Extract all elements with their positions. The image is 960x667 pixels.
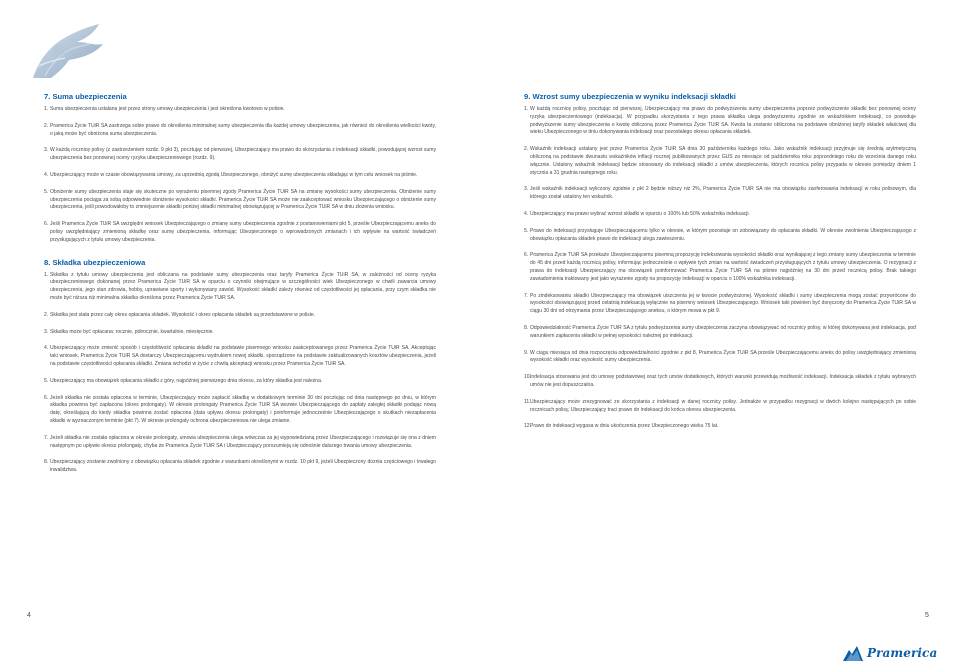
item-number: 2. — [44, 311, 49, 318]
list-item — [44, 123, 436, 139]
page-number-left: 4 — [27, 612, 31, 619]
item-number: 12. — [524, 423, 532, 430]
list-item — [524, 293, 916, 316]
list-item — [44, 395, 436, 426]
list-item — [44, 329, 436, 337]
item-number: 4. — [524, 210, 529, 217]
item-text: Jeśli wskaźnik indeksacji wyliczony zgodnie z pkt 2 będzie niższy niż 2%, Pramerica Życie TUiR SA nie ma obowiązku zaoferowania indeksacji w roku polisowym, dla którego został ustalony ten wskaźnik. — [530, 186, 916, 201]
list-item — [524, 146, 916, 177]
item-number: 1. — [524, 106, 529, 112]
item-number: 6. — [524, 252, 529, 259]
item-text: Jeżeli składka nie została opłacona w terminie, Ubezpieczający może zapłacić składkę w dodatkowym terminie 30 dni pocztując od dnia następnego po dniu, w którym składka powinna być zapłacona (okres prolongaty). W okresie prolongaty Pramerica Życie TUiR SA wezwie Ubezpieczającego do zapłaty zaległej składki podając nową datę, określającą do kiedy składka powinna zostać opłacona (data upływu okresu prolongaty) i poinformuje jednocześnie Ubezpieczającego o skutkach niezapłacenia składki w wyznaczonym terminie (pkt 7). W okresie prolongaty ochrona ubezpieczeniowa nie ulega zmianie. — [50, 394, 436, 424]
item-text: Składka może być opłacana: rocznie, półrocznie, kwartalnie, miesięcznie. — [50, 328, 214, 335]
item-text: W każdą rocznicę polisy, pocztując od pierwszej, Ubezpieczający ma prawo do podwyższenia sumy ubezpieczenia poprzez podwyższenie składki bez ponownej oceny ryzyka ubezpieczeniowego (indeksacja). W przypadku skorzystania z tego prawa składka ulega podwyższeniu zgodnie ze wskaźnikiem indeksacji, co powoduje podwyższenie sumy ubezpieczenia o kwotę obliczoną przez Pramerica Życie TUiR SA. Kwota ta zostanie obliczona na podstawie obniżonej taryfy składek właściwej dla wieku Ubezpieczonego w dniu dokonywania indeksacji oraz pozostałego okresu opłacania składek. — [530, 106, 916, 136]
item-number: 5. — [44, 188, 49, 195]
list-item — [524, 399, 916, 415]
list-item — [524, 106, 916, 137]
item-text: Indeksacja stosowana jest do umowy podstawowej oraz tych umów dodatkowych, których warunki przewidują możliwość indeksacji. Indeksacja składek z tytułu wybranych umów nie jest dopuszczalna. — [530, 374, 916, 388]
item-number: 3. — [44, 328, 49, 335]
list-item — [524, 374, 916, 390]
pramerica-rock-icon — [842, 644, 864, 662]
list-item — [44, 272, 436, 303]
list-item — [44, 189, 436, 212]
item-number: 1. — [44, 106, 49, 112]
list-item — [44, 378, 436, 386]
list-item — [44, 459, 436, 475]
item-text: Ubezpieczający może zrezygnować ze skorzystania z indeksacji w danej rocznicy polisy. Jednakże w przypadku rezygnacji w dwóch kolejno następujących po sobie rocznicach polisy, Ubezpieczający traci prawo do indeksacji do końca okresu ubezpieczenia. — [530, 398, 916, 413]
section-title-8: 8. Składka ubezpieczeniowa — [44, 257, 146, 267]
item-text: Odpowiedzialność Pramerica Życie TUiR SA z tytułu podwyższenia sumy ubezpieczenia zaczyna obowiązywać od rocznicy polisy, w której dokonywana jest indeksacja, pod warunkiem zapłacenia składki w pełnej wysokości należnej po indeksacji. — [530, 324, 916, 339]
right-page-column — [524, 92, 916, 440]
item-text: Ubezpieczający ma prawo wybrać wzrost składki w oparciu o 100% lub 50% wskaźnika indeksacji. — [530, 210, 750, 217]
item-number: 7. — [524, 292, 529, 299]
list-item — [44, 345, 436, 368]
item-number: 8. — [524, 324, 529, 331]
item-text: W ciągu miesiąca od dnia rozpoczęcia odpowiedzialności zgodnie z pkt 8, Pramerica Życie TUiR SA prześle Ubezpieczającemu aneks do polisy uwzględniający zmienioną wysokość składki oraz wysokość sumy ubezpieczenia. — [530, 349, 916, 364]
item-text: Ubezpieczający może w czasie obowiązywania umowy, za uprzednią zgodą Ubezpieczonego, obniżyć sumę ubezpieczenia składając w tym celu wniosek na piśmie. — [50, 171, 418, 178]
list-item — [524, 186, 916, 202]
item-number: 6. — [44, 394, 49, 401]
item-text: Prawo do indeksacji przysługuje Ubezpieczającemu tylko w okresie, w którym pozostaje on zobowiązany do opłacania składki. W okresie zwolnienia Ubezpieczającego z obowiązku opłacania składek prawo do indeksacji ulega zawieszeniu. — [530, 227, 916, 242]
item-text: Jeśli Pramerica Życie TUiR SA uwzględni wniosek Ubezpieczającego o zmianę sumy ubezpieczenia zgodnie z postanowieniami pkt 5, prześle Ubezpieczającemu aneks do polisy uwzględniający zmienioną składkę oraz sumę ubezpieczenia, informując Ubezpieczonego o wprowadzonych zmianach i ich wpływie na wartość świadczeń przysługujących z tytułu umowy ubezpieczenia. — [50, 221, 436, 243]
item-number: 1. — [44, 271, 49, 278]
item-number: 8. — [44, 459, 49, 466]
item-text: Składka jest stała przez cały okres opłacania składek. Wysokość i okres opłacania składek są przedstawione w polisie. — [50, 311, 316, 318]
list-item — [524, 211, 916, 219]
left-page-column — [44, 92, 436, 484]
item-number: 5. — [524, 227, 529, 234]
item-number: 11. — [524, 398, 531, 405]
item-text: Składka z tytułu umowy ubezpieczenia jest obliczana na podstawie sumy ubezpieczenia oraz taryfy Pramerica Życie TUiR SA, w zależności od oceny ryzyka ubezpieczeniowego dokonanej przez Pramerica Życie TUiR SA w oparciu o czynniki obejmujące w szczególności wiek Ubezpieczonego w chwili zawarcia umowy ubezpieczenia, jego stan zdrowia, hobby, uprawiane sporty i wykonywany zawód. Wysokość składki zależy również od częstotliwości jej opłacania, przy czym składka nie może być niższa niż minimalna składka określona przez Pramerica Życie TUiR SA. — [50, 271, 436, 301]
list-item — [524, 325, 916, 341]
list-item — [524, 252, 916, 283]
list-item — [524, 350, 916, 366]
item-number: 3. — [44, 147, 49, 154]
item-text: Ubezpieczający zostanie zwolniony z obowiązku opłacania składek zgodnie z warunkami określonymi w rozdz. 10 pkt 9, jeżeli Ubezpieczony doznia częściowego i trwałego inwalidztwa. — [50, 459, 436, 474]
item-number: 4. — [44, 345, 49, 352]
item-number: 7. — [44, 434, 49, 441]
item-text: Jeżeli składka nie została opłacona w okresie prolongaty, umowa ubezpieczenia ulega wówczas za jej wypowiedzianą przez Ubezpieczającego i rozwiązuje się ona z dniem następnym po upływie okresu prolongaty, chyba że Pramerica Życie TUiR SA i Ubezpieczający porozumieją się odnośnie dalszego trwania umowy ubezpieczenia. — [50, 434, 436, 449]
list-item — [44, 106, 436, 114]
list-item — [524, 423, 916, 431]
item-text: Pramerica Życie TUiR SA przekaże Ubezpieczającemu pisemną propozycję indeksowania wysokości składki oraz wynikającej z tego zmiany sumy ubezpieczenia w terminie do 45 dni przed każdą rocznicą polisy, informując jednocześnie o wpływie tych zmian na wartość świadczeń przysługujących z tytułu umowy ubezpieczenia. O rezygnacji z prawa do indeksacji Ubezpieczający ma obowiązek poinformować Pramerica Życie TUiR SA na piśmie najpóźniej na 30 dni przed rocznicą polisy. Brak takiego zawiadomienia traktowany jest jako wyrażenie zgody na propozycję indeksacji w oparciu o 100% wskaźnika indeksacji. — [530, 252, 916, 282]
item-text: Ubezpieczający może zmienić sposób i częstotliwość opłacania składki na podstawie pisemnego wniosku zaakceptowanego przez Pramerica Życie TUiR SA. Akceptując taki wniosek, Pramerica Życie TUiR SA dostarczy Ubezpieczającemu wydrukiem nowej składki, sporządzone na podstawie zaktualizowanych kosztów ubezpieczenia, jeżeli na podstawie częstotliwości opłacania składki. Zmiana wchodzi w życie z chwilą akceptacji wniosku przez Pramerica Życie TUiR SA. — [50, 345, 436, 367]
list-item — [44, 172, 436, 180]
item-number: 9. — [524, 349, 529, 356]
list-item — [44, 435, 436, 451]
item-number: 5. — [44, 377, 49, 384]
list-item — [44, 221, 436, 244]
item-text: Obniżenie sumy ubezpieczenia staje się skuteczne po wyrażeniu pisemnej zgody Pramerica Życie TUiR SA na zmianę wysokości sumy ubezpieczenia. Obniżenie sumy ubezpieczenia pociąga za sobą odpowiednie obniżenie wysokości składki. Pramerica Życie TUiR SA może nie zaakceptować wniosku Ubezpieczającego o obniżenie sumy ubezpieczenia, jeśli powodowałoby to zmniejszenie składki poniżej składki minimalnej obowiązującej w Pramerica Życie TUiR SA w dniu złożenia wniosku. — [50, 188, 436, 211]
item-text: Suma ubezpieczenia ustalana jest przez strony umowy ubezpieczenia i jest określona kwotowo w polisie. — [50, 106, 285, 112]
list-item — [44, 147, 436, 163]
item-text: Prawo do indeksacji wygasa w dniu ukończenia przez Ubezpieczonego wieku 75 lat. — [530, 423, 719, 430]
item-number: 2. — [524, 146, 529, 153]
section-title-9: 9. Wzrost sumy ubezpieczenia w wyniku indeksacji składki — [524, 92, 736, 101]
item-number: 2. — [44, 122, 49, 129]
statue-logo-icon — [25, 20, 115, 82]
item-text: Po zindeksowaniu składki Ubezpieczający ma obowiązek uiszczenia jej w kwocie podwyższonej. Wysokość składki i sumy ubezpieczenia mogą zostać przywrócone do wysokości obowiązującej przed ostatnią indeksacją wyłącznie na pisemny wniosek Ubezpieczającego. Wniosek taki powinien być doręczony do Pramerica Życie TUiR SA w ciągu 30 dni od otrzymania przez Ubezpieczającego aneksu, o którym mowa w pkt 9. — [530, 292, 916, 315]
item-number: 3. — [524, 186, 529, 193]
item-number: 6. — [44, 221, 49, 228]
list-item — [524, 228, 916, 244]
list-item — [44, 312, 436, 320]
item-text: Ubezpieczający ma obowiązek opłacania składki z góry, najpóźniej pierwszego dnia okresu, za który składka jest należna. — [50, 377, 323, 384]
item-number: 10. — [524, 374, 532, 381]
brand-name: Pramerica — [867, 646, 938, 660]
brand-logo — [842, 644, 954, 662]
item-text: Wskaźnik indeksacji ustalany jest przez Pramerica Życie TUiR SA dnia 30 października każdego roku. Jako wskaźnik indeksacji przyjmuje się średnią arytmetyczną obliczoną na podstawie dwunastu wskaźników inflacji rocznej publikowanych przez GUS za miesiące od października roku poprzedniego roku do września danego roku włącznie. Ustalony wskaźnik indeksacji będzie stosowany do indeksacji składki z umów ubezpieczenia, których rocznica polisy przypada w okresie pomiędzy dniem 1 stycznia a 31 grudnia następnego roku. — [530, 146, 916, 176]
section-title-7: 7. Suma ubezpieczenia — [44, 92, 127, 101]
page-number-right: 5 — [925, 612, 929, 619]
item-text: Pramerica Życie TUiR SA zastrzega sobie prawo do określenia minimalnej sumy ubezpieczenia dla każdej umowy ubezpieczenia, jak również do określenia wielkości kwoty, o jaką może być obniżona suma ubezpieczenia. — [50, 122, 436, 137]
item-text: W każdą rocznicę polisy (z zastrzeżeniem rozdz. 9 pkt 3), pocztując od pierwszej, Ubezpieczający ma prawo do skorzystania z indeksacji składki, powodującej wzrost sumy ubezpieczenia bez ponownej oceny ryzyka ubezpieczeniowego (rozdz. 9). — [50, 147, 436, 162]
item-number: 4. — [44, 171, 49, 178]
